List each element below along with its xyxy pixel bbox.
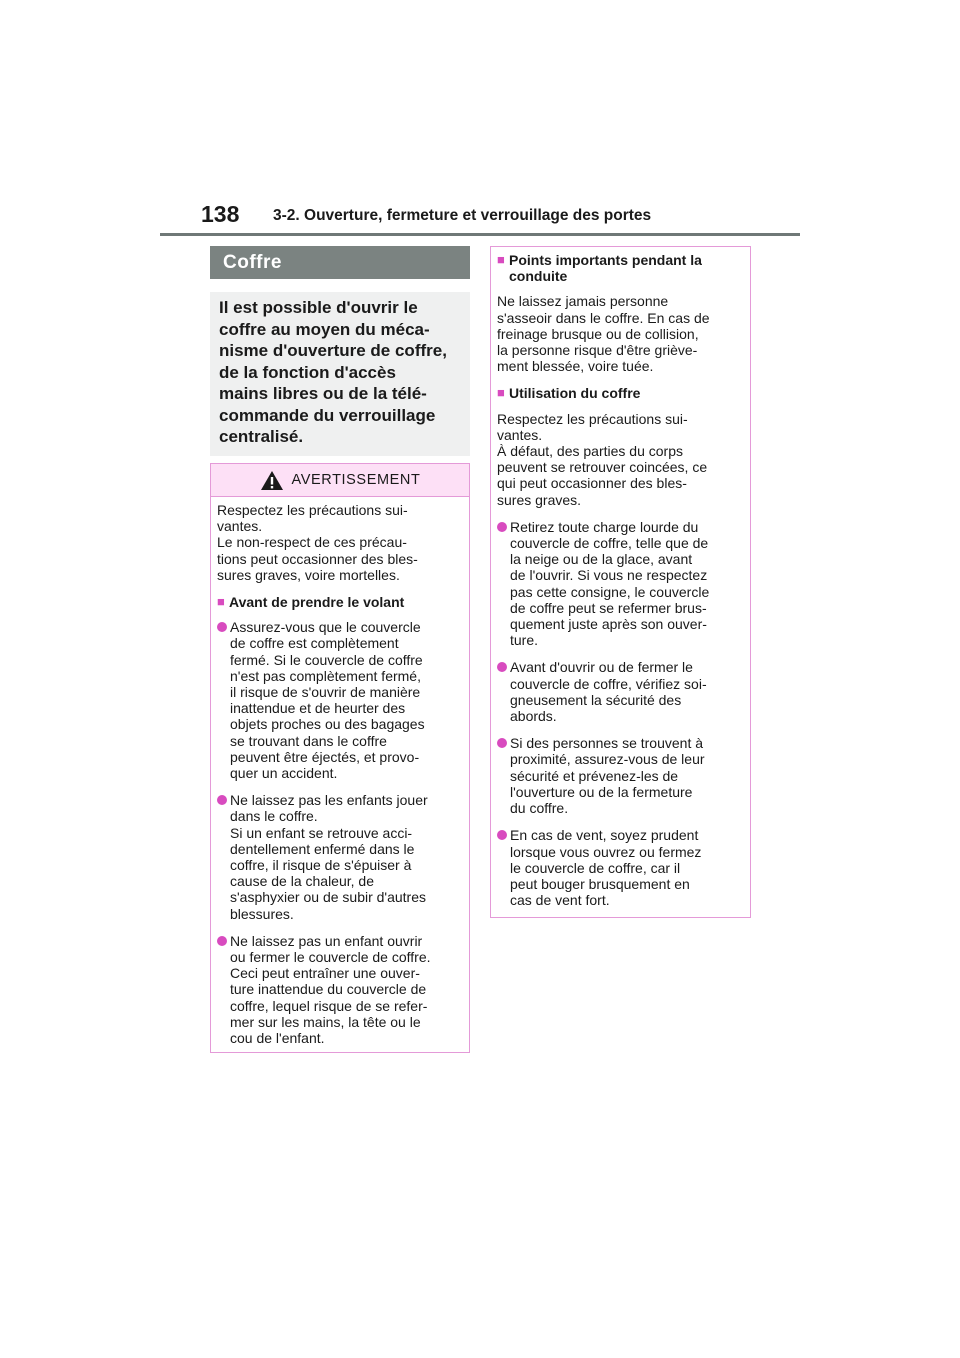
text-line: proximité, assurez-vous de leur <box>510 751 705 768</box>
text-line: mer sur les mains, la tête ou le <box>230 1013 421 1030</box>
page-number: 138 <box>201 201 240 227</box>
text-line: quer un accident. <box>230 765 338 782</box>
text-line: Ceci peut entraîner une ouver- <box>230 965 420 982</box>
text-line: abords. <box>510 708 557 725</box>
warning-triangle-icon <box>260 470 284 491</box>
chapter-title: 3-2. Ouverture, fermeture et verrouillage des portes <box>273 207 652 224</box>
text-line: quement juste après son ouver- <box>510 616 707 633</box>
text-line: freinage brusque ou de collision, <box>497 325 699 342</box>
text-line: vantes. <box>497 426 543 443</box>
text-line: fermé. Si le couvercle de coffre <box>230 651 423 668</box>
intro-line: commande du verrouillage <box>219 405 436 425</box>
square-marker-icon: ■ <box>217 594 225 610</box>
intro-line: centralisé. <box>219 427 304 446</box>
text-line: le couvercle de coffre, car il <box>510 859 681 876</box>
warning-box <box>210 463 470 1053</box>
text-line: du coffre. <box>510 800 569 817</box>
text-line: s'asphyxier ou de subir d'autres <box>230 889 427 906</box>
text-line: coffre, lequel risque de se refer- <box>230 997 428 1014</box>
intro-line: coffre au moyen du méca- <box>219 319 430 339</box>
list-item <box>217 619 463 781</box>
warning-title: AVERTISSEMENT <box>291 472 421 488</box>
text-line: de coffre est complètement <box>230 635 399 652</box>
list-item <box>497 519 744 649</box>
intro-line: nisme d'ouverture de coffre, <box>219 341 447 360</box>
warning-intro <box>217 502 463 583</box>
text-line: coffre, il risque de s'épuiser à <box>230 857 412 874</box>
warning-header <box>211 464 469 497</box>
bullet-dot-icon <box>217 792 230 922</box>
text-line: ment blessée, voire tuée. <box>497 358 654 375</box>
subheading-usage <box>497 385 744 401</box>
text-line: Assurez-vous que le couvercle <box>230 619 421 636</box>
text-line: couvercle de coffre, vérifiez soi- <box>510 675 707 692</box>
text-line: couvercle de coffre, telle que de <box>510 535 709 552</box>
text-line: lorsque vous ouvrez ou fermez <box>510 843 702 860</box>
text-line: Respectez les précautions sui- <box>497 410 688 427</box>
subheading-text: Utilisation du coffre <box>509 385 641 402</box>
header-rule <box>160 233 800 236</box>
intro-text <box>219 297 460 448</box>
text-line: À défaut, des parties du corps <box>497 443 683 460</box>
list-item-text <box>230 792 463 922</box>
warning-intro-line: tions peut occasionner des bles- <box>217 550 418 567</box>
text-line: sécurité et prévenez-les de <box>510 767 679 784</box>
bullet-dot-icon <box>497 735 510 816</box>
text-line: la personne risque d'être griève- <box>497 342 698 359</box>
list-item-text <box>510 735 744 816</box>
intro-box <box>210 292 470 456</box>
bullet-dot-icon <box>497 519 510 649</box>
text-line: qui peut occasionner des bles- <box>497 475 687 492</box>
text-line: l'ouverture ou de la fermeture <box>510 783 693 800</box>
text-line: blessures. <box>230 905 294 922</box>
warning-subheading <box>217 594 463 610</box>
text-line: En cas de vent, soyez prudent <box>510 827 699 844</box>
text-line: Ne laissez pas les enfants jouer <box>230 792 428 809</box>
bullet-dot-icon <box>217 933 230 1046</box>
square-marker-icon: ■ <box>497 385 505 401</box>
precautions-content <box>491 247 750 908</box>
warning-intro-line: Le non-respect de ces précau- <box>217 534 407 551</box>
intro-line: de la fonction d'accès <box>219 362 396 382</box>
list-item <box>497 735 744 816</box>
list-item-text <box>230 619 463 781</box>
list-item-text <box>230 933 463 1046</box>
warning-content <box>211 497 469 1046</box>
text-line: dentellement enfermé dans le <box>230 840 415 857</box>
subheading-driving <box>497 252 744 284</box>
text-line: de l'ouvrir. Si vous ne respectez <box>510 567 708 584</box>
text-line: peut bouger brusquement en <box>510 875 690 892</box>
intro-line: mains libres ou de la télé- <box>219 384 427 403</box>
section-title: Coffre <box>223 251 282 273</box>
paragraph-driving <box>497 293 744 374</box>
text-line: de coffre peut se refermer brus- <box>510 599 707 616</box>
bullet-dot-icon <box>497 659 510 724</box>
text-line: Ne laissez pas un enfant ouvrir <box>230 932 423 949</box>
text-line: dans le coffre. <box>230 808 318 825</box>
paragraph-usage <box>497 411 744 508</box>
text-line: Si des personnes se trouvent à <box>510 735 704 752</box>
warning-intro-line: sures graves, voire mortelles. <box>217 566 400 583</box>
warning-subheading-text: Avant de prendre le volant <box>229 594 405 611</box>
text-line: Avant d'ouvrir ou de fermer le <box>510 659 693 676</box>
text-line: Retirez toute charge lourde du <box>510 518 699 535</box>
bullet-dot-icon <box>217 619 230 781</box>
text-line: cas de vent fort. <box>510 892 610 909</box>
text-line: objets proches ou des bagages <box>230 716 425 733</box>
warning-intro-line: Respectez les précautions sui- <box>217 502 408 518</box>
text-line: cou de l'enfant. <box>230 1030 325 1047</box>
text-line: gneusement la sécurité des <box>510 691 682 708</box>
text-line: il risque de s'ouvrir de manière <box>230 684 421 701</box>
list-item-text <box>510 659 744 724</box>
warning-intro-line: vantes. <box>217 518 263 535</box>
text-line: peuvent être éjectés, et provo- <box>230 748 420 765</box>
precautions-box <box>490 246 751 918</box>
text-line: Ne laissez jamais personne <box>497 293 669 310</box>
text-line: se trouvant dans le coffre <box>230 732 387 749</box>
text-line: cause de la chaleur, de <box>230 873 374 890</box>
text-line: Points importants pendant la <box>509 252 702 268</box>
list-item <box>217 933 463 1046</box>
list-item <box>497 659 744 724</box>
text-line: s'asseoir dans le coffre. En cas de <box>497 309 710 326</box>
section-header <box>210 246 470 279</box>
text-line: sures graves. <box>497 491 582 508</box>
text-line: pas cette consigne, le couvercle <box>510 583 710 600</box>
text-line: la neige ou de la glace, avant <box>510 551 693 568</box>
text-line: ou fermer le couvercle de coffre. <box>230 949 431 966</box>
text-line: n'est pas complètement fermé, <box>230 667 421 684</box>
bullet-dot-icon <box>497 827 510 908</box>
text-line: Si un enfant se retrouve acci- <box>230 824 413 841</box>
text-line: inattendue et de heurter des <box>230 700 406 717</box>
square-marker-icon: ■ <box>497 252 505 267</box>
list-item <box>217 792 463 922</box>
intro-line: Il est possible d'ouvrir le <box>219 298 418 317</box>
text-line: peuvent se retrouver coincées, ce <box>497 459 708 476</box>
subheading-text <box>509 252 702 284</box>
text-line: conduite <box>509 268 568 285</box>
list-item-text <box>510 519 744 649</box>
list-item-text <box>510 827 744 908</box>
list-item <box>497 827 744 908</box>
text-line: ture. <box>510 632 539 649</box>
text-line: ture inattendue du couvercle de <box>230 981 427 998</box>
